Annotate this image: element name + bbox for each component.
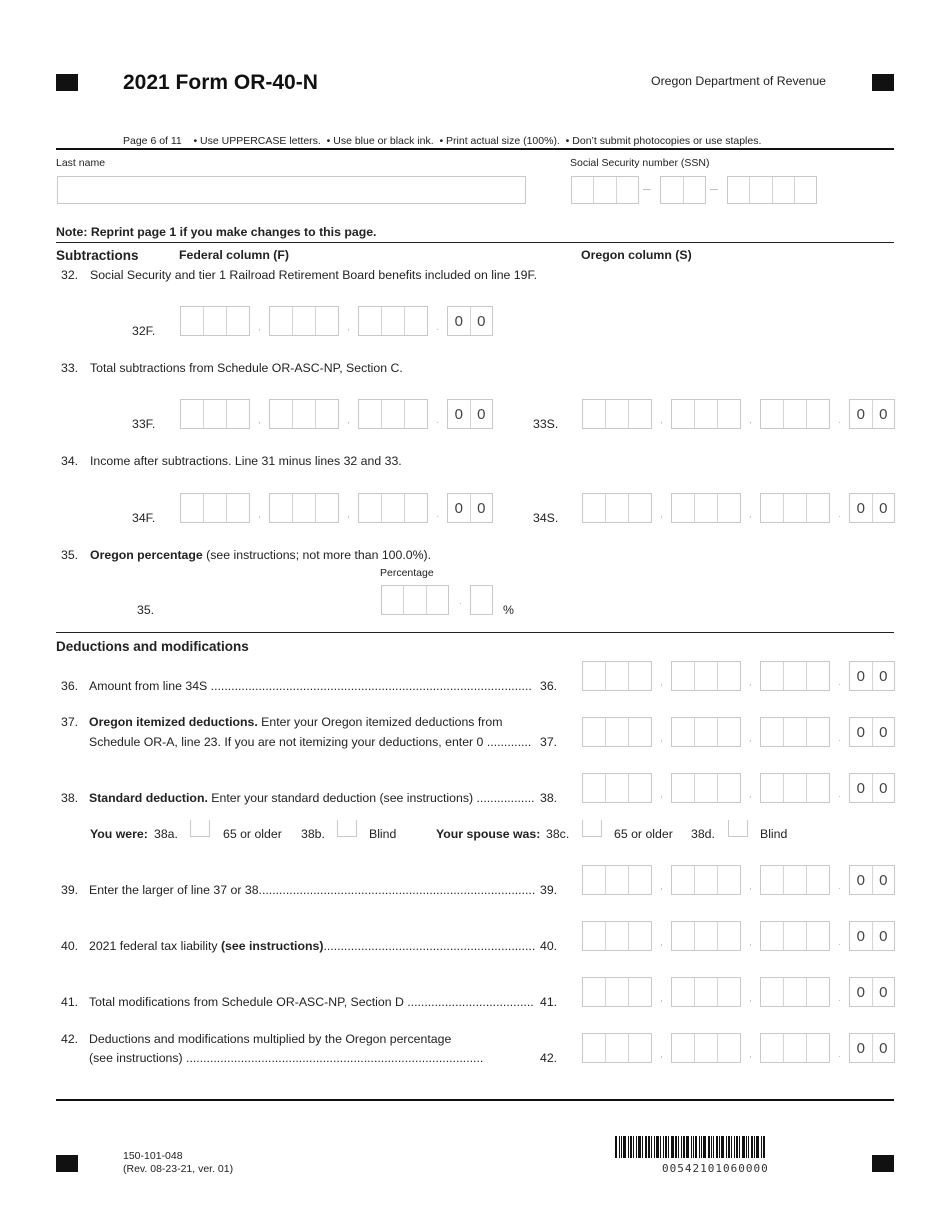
line-39-ref: 39. <box>540 883 558 897</box>
thousands-separator: , <box>749 677 752 688</box>
barcode-bar <box>691 1136 692 1158</box>
reprint-note: Note: Reprint page 1 if you make changes to this page. <box>56 225 377 239</box>
barcode-bar <box>701 1136 702 1158</box>
form-revision: (Rev. 08-23-21, ver. 01) <box>123 1163 234 1175</box>
barcode-bar <box>721 1136 724 1158</box>
barcode-bar <box>748 1136 749 1158</box>
barcode-bar <box>751 1136 753 1158</box>
barcode-bar <box>736 1136 738 1158</box>
digit-group-3[interactable] <box>760 921 830 951</box>
line-38-ref: 38. <box>540 791 558 805</box>
barcode-bar <box>746 1136 747 1158</box>
digit-group-1[interactable] <box>582 493 652 523</box>
line-37-text <box>89 714 502 730</box>
line-42-number: 42. <box>61 1032 79 1046</box>
thousands-separator: , <box>660 415 663 426</box>
line-33s-label: 33S. <box>533 417 559 431</box>
cents-digit: 0 <box>477 499 486 517</box>
digit-group-3[interactable] <box>760 1033 830 1063</box>
subtractions-heading: Subtractions <box>56 248 139 263</box>
digit-group-1[interactable] <box>180 493 250 523</box>
digit-group-3[interactable] <box>760 399 830 429</box>
barcode-bar <box>754 1136 755 1158</box>
thousands-separator: , <box>749 1049 752 1060</box>
38a-label: 38a. <box>154 827 178 841</box>
line-36-ref: 36. <box>540 679 558 693</box>
38b-text: Blind <box>369 827 397 841</box>
barcode-bar <box>623 1136 626 1158</box>
form-instructions: Page 6 of 11 • Use UPPERCASE letters. • Use blue or black ink. • Print actual size (100%). • Don’t submit photocopies or use staples. <box>123 135 762 147</box>
digit-group-2[interactable] <box>671 717 741 747</box>
barcode-bar <box>642 1136 643 1158</box>
digit-group-2[interactable] <box>671 773 741 803</box>
thousands-separator: , <box>660 509 663 520</box>
you-were-label: You were: <box>90 827 148 841</box>
digit-group-1[interactable] <box>582 977 652 1007</box>
line-34f-label: 34F. <box>132 511 156 525</box>
barcode-bar <box>713 1136 714 1158</box>
barcode <box>615 1136 766 1158</box>
percentage-decimal: . <box>459 596 462 607</box>
barcode-bar <box>668 1136 669 1158</box>
barcode-bar <box>728 1136 730 1158</box>
decimal-point: . <box>838 937 841 948</box>
barcode-bar <box>648 1136 650 1158</box>
thousands-separator: , <box>749 733 752 744</box>
38c-checkbox[interactable] <box>582 820 602 837</box>
barcode-bar <box>678 1136 679 1158</box>
line-35-label: 35. <box>137 603 155 617</box>
line-40-lead: 2021 federal tax liability <box>89 939 221 953</box>
line-37-bold: Oregon itemized deductions. <box>89 715 258 729</box>
line-40-text <box>89 938 539 954</box>
barcode-bar <box>636 1136 637 1158</box>
digit-group-1[interactable] <box>582 773 652 803</box>
digit-group-1[interactable] <box>582 1033 652 1063</box>
cents-digit: 0 <box>477 312 486 330</box>
thousands-separator: , <box>749 993 752 1004</box>
digit-group-1[interactable] <box>582 865 652 895</box>
digit-group-2[interactable] <box>671 1033 741 1063</box>
barcode-number: 00542101060000 <box>662 1162 769 1175</box>
cents-digit: 0 <box>850 774 873 802</box>
digit-group-3[interactable] <box>358 493 428 523</box>
digit-group-2[interactable] <box>671 493 741 523</box>
38a-checkbox[interactable] <box>190 820 210 837</box>
barcode-bar <box>654 1136 655 1158</box>
barcode-bar <box>693 1136 694 1158</box>
agency-name: Oregon Department of Revenue <box>651 74 826 88</box>
cents-digit: 0 <box>850 662 873 690</box>
cents-digit: 0 <box>850 494 873 522</box>
digit-group-3[interactable] <box>358 399 428 429</box>
line-40-dots: .............................................................. <box>323 939 536 953</box>
form-number: 150-101-048 <box>123 1150 183 1162</box>
digit-group-3[interactable] <box>760 717 830 747</box>
cents-digit: 0 <box>879 927 888 945</box>
thousands-separator: , <box>660 881 663 892</box>
ssn-input-part2[interactable] <box>660 176 706 204</box>
barcode-bar <box>739 1136 740 1158</box>
thousands-separator: , <box>347 509 350 520</box>
decimal-point: . <box>436 509 439 520</box>
barcode-bar <box>681 1136 682 1158</box>
decimal-point: . <box>436 415 439 426</box>
footer-rule <box>56 1099 894 1101</box>
digit-group-2[interactable] <box>269 493 339 523</box>
cents-digit: 0 <box>850 400 873 428</box>
line-39-number: 39. <box>61 883 79 897</box>
38d-text: Blind <box>760 827 788 841</box>
line-35-number: 35. <box>61 548 79 562</box>
thousands-separator: , <box>749 789 752 800</box>
barcode-bar <box>763 1136 765 1158</box>
oregon-column-heading: Oregon column (S) <box>581 248 692 262</box>
percentage-caption: Percentage <box>380 567 434 579</box>
cents-digit: 0 <box>879 405 888 423</box>
decimal-point: . <box>838 993 841 1004</box>
line-36-number: 36. <box>61 679 79 693</box>
digit-group-3[interactable] <box>760 977 830 1007</box>
cents-digit: 0 <box>850 1034 873 1062</box>
line-36-text: Amount from line 34S .............................................................................................. <box>89 679 532 693</box>
last-name-input[interactable] <box>57 176 526 204</box>
line-42-text: Deductions and modifications multiplied by the Oregon percentage <box>89 1032 452 1046</box>
decimal-point: . <box>838 733 841 744</box>
line-33-text: Total subtractions from Schedule OR-ASC-NP, Section C. <box>90 361 403 375</box>
barcode-bar <box>731 1136 732 1158</box>
ssn-dash-1: – <box>643 180 651 196</box>
thousands-separator: , <box>660 1049 663 1060</box>
ssn-input-part1[interactable] <box>571 176 639 204</box>
barcode-bar <box>633 1136 634 1158</box>
barcode-bar <box>711 1136 712 1158</box>
digit-group-1[interactable] <box>180 306 250 336</box>
barcode-bar <box>665 1136 667 1158</box>
decimal-point: . <box>838 881 841 892</box>
cents-digit: 0 <box>850 866 873 894</box>
cents-box[interactable] <box>849 399 895 429</box>
line-34-number: 34. <box>61 454 79 468</box>
decimal-point: . <box>838 1049 841 1060</box>
deductions-rule <box>56 632 894 633</box>
digit-group-2[interactable] <box>671 399 741 429</box>
barcode-bar <box>630 1136 632 1158</box>
thousands-separator: , <box>258 322 261 333</box>
cents-digit: 0 <box>448 307 471 335</box>
digit-group-2[interactable] <box>269 399 339 429</box>
barcode-bar <box>628 1136 629 1158</box>
ssn-input-part3[interactable] <box>727 176 817 204</box>
digit-group-3[interactable] <box>760 493 830 523</box>
barcode-bar <box>708 1136 710 1158</box>
barcode-bar <box>761 1136 762 1158</box>
cents-box[interactable] <box>447 493 493 523</box>
barcode-bar <box>742 1136 745 1158</box>
line-37-number: 37. <box>61 715 79 729</box>
thousands-separator: , <box>258 509 261 520</box>
line-35-text <box>90 547 431 563</box>
digit-group-1[interactable] <box>180 399 250 429</box>
digit-group-1[interactable] <box>582 717 652 747</box>
barcode-bar <box>683 1136 685 1158</box>
cents-digit: 0 <box>879 779 888 797</box>
cents-box[interactable] <box>447 306 493 336</box>
cents-digit: 0 <box>448 494 471 522</box>
line-35-bold: Oregon percentage <box>90 548 203 562</box>
cents-box[interactable] <box>849 865 895 895</box>
cents-digit: 0 <box>850 718 873 746</box>
thousands-separator: , <box>660 677 663 688</box>
line-37-ref: 37. <box>540 735 558 749</box>
decimal-point: . <box>838 677 841 688</box>
digit-group-3[interactable] <box>760 661 830 691</box>
line-38-bold: Standard deduction. <box>89 791 208 805</box>
cents-box[interactable] <box>849 921 895 951</box>
line-40-number: 40. <box>61 939 79 953</box>
thousands-separator: , <box>660 993 663 1004</box>
thousands-separator: , <box>749 881 752 892</box>
digit-group-1[interactable] <box>582 661 652 691</box>
decimal-point: . <box>838 415 841 426</box>
cents-box[interactable] <box>849 717 895 747</box>
barcode-bar <box>734 1136 735 1158</box>
barcode-bar <box>645 1136 647 1158</box>
registration-mark-bottom-left <box>56 1155 78 1172</box>
38c-label: 38c. <box>546 827 570 841</box>
barcode-bar <box>621 1136 622 1158</box>
digit-group-2[interactable] <box>671 921 741 951</box>
barcode-bar <box>656 1136 659 1158</box>
cents-box[interactable] <box>849 773 895 803</box>
digit-group-2[interactable] <box>671 865 741 895</box>
digit-group-3[interactable] <box>760 865 830 895</box>
line-37-text2: Schedule OR-A, line 23. If you are not itemizing your deductions, enter 0 ............. <box>89 735 532 749</box>
form-title: 2021 Form OR-40-N <box>123 71 318 94</box>
38a-text: 65 or older <box>223 827 282 841</box>
barcode-bar <box>699 1136 700 1158</box>
line-41-text: Total modifications from Schedule OR-ASC-NP, Section D ..................................... <box>89 995 534 1009</box>
cents-digit: 0 <box>850 922 873 950</box>
barcode-bar <box>756 1136 759 1158</box>
registration-mark-top-right <box>872 74 894 91</box>
cents-box[interactable] <box>849 661 895 691</box>
line-41-number: 41. <box>61 995 79 1009</box>
cents-digit: 0 <box>879 723 888 741</box>
decimal-point: . <box>838 509 841 520</box>
decimal-point: . <box>436 322 439 333</box>
line-33-number: 33. <box>61 361 79 375</box>
barcode-bar <box>615 1136 617 1158</box>
registration-mark-bottom-right <box>872 1155 894 1172</box>
38b-label: 38b. <box>301 827 325 841</box>
line-37-rest: Enter your Oregon itemized deductions from <box>257 715 503 729</box>
thousands-separator: , <box>660 733 663 744</box>
digit-group-2[interactable] <box>269 306 339 336</box>
cents-box[interactable] <box>447 399 493 429</box>
line-38-rest: Enter your standard deduction (see instructions) ................. <box>207 791 535 805</box>
note-rule <box>56 242 894 243</box>
digit-group-3[interactable] <box>760 773 830 803</box>
percent-sign: % <box>503 603 514 617</box>
cents-box[interactable] <box>849 977 895 1007</box>
barcode-bar <box>675 1136 677 1158</box>
barcode-bar <box>671 1136 674 1158</box>
cents-digit: 0 <box>879 1039 888 1057</box>
barcode-bar <box>726 1136 727 1158</box>
line-33f-label: 33F. <box>132 417 156 431</box>
line-38-number: 38. <box>61 791 79 805</box>
line-42-text2: (see instructions) ....................................................................................... <box>89 1051 484 1065</box>
line-38-text <box>89 790 539 806</box>
spouse-was-label: Your spouse was: <box>436 827 541 841</box>
barcode-bar <box>663 1136 664 1158</box>
registration-mark-top-left <box>56 74 78 91</box>
digit-group-1[interactable] <box>582 399 652 429</box>
percentage-input-whole[interactable] <box>381 585 449 615</box>
line-41-ref: 41. <box>540 995 558 1009</box>
thousands-separator: , <box>660 789 663 800</box>
thousands-separator: , <box>749 415 752 426</box>
line-32f-label: 32F. <box>132 324 156 338</box>
cents-box[interactable] <box>849 493 895 523</box>
38d-checkbox[interactable] <box>728 820 748 837</box>
digit-group-2[interactable] <box>671 977 741 1007</box>
thousands-separator: , <box>749 509 752 520</box>
cents-digit: 0 <box>879 499 888 517</box>
thousands-separator: , <box>749 937 752 948</box>
line-40-bold: (see instructions) <box>220 939 324 953</box>
line-34-text: Income after subtractions. Line 31 minus lines 32 and 33. <box>90 454 402 468</box>
38b-checkbox[interactable] <box>337 820 357 837</box>
cents-digit: 0 <box>879 983 888 1001</box>
38c-text: 65 or older <box>614 827 673 841</box>
ssn-label: Social Security number (SSN) <box>570 157 710 169</box>
38d-label: 38d. <box>691 827 715 841</box>
line-34s-label: 34S. <box>533 511 559 525</box>
line-32-number: 32. <box>61 268 79 282</box>
thousands-separator: , <box>347 322 350 333</box>
cents-digit: 0 <box>879 871 888 889</box>
cents-digit: 0 <box>850 978 873 1006</box>
decimal-point: . <box>838 789 841 800</box>
line-35-rest: (see instructions; not more than 100.0%). <box>202 548 432 562</box>
barcode-bar <box>686 1136 689 1158</box>
cents-digit: 0 <box>448 400 471 428</box>
barcode-bar <box>638 1136 641 1158</box>
cents-digit: 0 <box>879 667 888 685</box>
digit-group-2[interactable] <box>671 661 741 691</box>
cents-digit: 0 <box>477 405 486 423</box>
line-42-ref: 42. <box>540 1051 558 1065</box>
line-32-text: Social Security and tier 1 Railroad Retirement Board benefits included on line 19F. <box>90 268 538 282</box>
barcode-bar <box>716 1136 718 1158</box>
digit-group-1[interactable] <box>582 921 652 951</box>
line-40-ref: 40. <box>540 939 558 953</box>
barcode-bar <box>660 1136 661 1158</box>
thousands-separator: , <box>347 415 350 426</box>
barcode-bar <box>695 1136 697 1158</box>
line-39-text: Enter the larger of line 37 or 38................................................................................. <box>89 883 536 897</box>
percentage-input-decimal[interactable] <box>470 585 493 615</box>
federal-column-heading: Federal column (F) <box>179 248 289 262</box>
thousands-separator: , <box>660 937 663 948</box>
digit-group-3[interactable] <box>358 306 428 336</box>
thousands-separator: , <box>258 415 261 426</box>
cents-box[interactable] <box>849 1033 895 1063</box>
barcode-bar <box>651 1136 652 1158</box>
deductions-heading: Deductions and modifications <box>56 639 249 654</box>
header-rule <box>56 148 894 150</box>
barcode-bar <box>703 1136 706 1158</box>
barcode-bar <box>619 1136 620 1158</box>
ssn-dash-2: – <box>710 180 718 196</box>
barcode-bar <box>719 1136 720 1158</box>
last-name-label: Last name <box>56 157 106 169</box>
